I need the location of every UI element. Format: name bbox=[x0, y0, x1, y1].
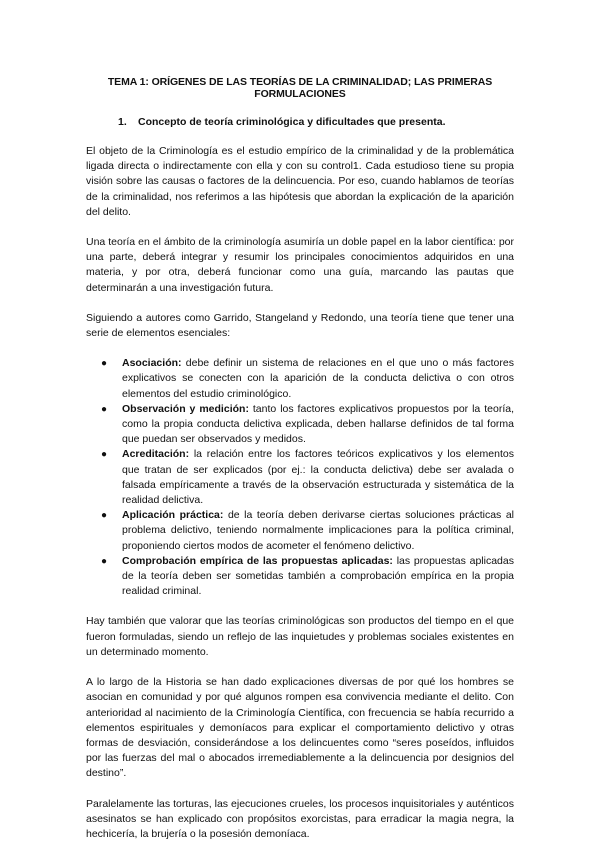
paragraph-essential-elements: Siguiendo a autores como Garrido, Stangeland y Redondo, una teoría tiene que tener una serie de elementos esenciales: bbox=[86, 311, 514, 340]
bullet-icon: ● bbox=[101, 358, 108, 370]
bullet-icon: ● bbox=[101, 403, 108, 415]
list-item-text: de la teoría deben derivarse ciertas soluciones prácticas al problema delictivo, teniendo normalmente implicaciones para la política criminal, proponiendo ciertos modos de acometer el fenómeno delictivo. bbox=[122, 509, 514, 552]
list-item-term: Aplicación práctica: bbox=[122, 509, 224, 522]
paragraph-criminology-object: El objeto de la Criminología es el estudio empírico de la criminalidad y de la problemática ligada directa o indirectamente con ella y con su control1. Cada estudioso tiene su propia visión sobre las causas o factores de la delincuencia. Por eso, cuando hablamos de teorías de la criminalidad, nos referimos a las hipótesis que abordan la explicación de la aparición del delito. bbox=[86, 145, 514, 218]
list-item-term: Comprobación empírica de las propuestas aplicadas: bbox=[122, 554, 393, 567]
list-item-text: la relación entre los factores teóricos explicativos y los elementos que tratan de ser explicados (por ej.: la conducta delictiva) debe ser avalada o falsada empíricamente a través de la observación estructurada y sistemática de la realidad delictiva. bbox=[122, 448, 514, 507]
list-item-term: Acreditación: bbox=[122, 448, 190, 461]
list-item bbox=[86, 447, 514, 508]
list-item bbox=[86, 508, 514, 554]
list-item bbox=[86, 554, 514, 600]
list-item-text: debe definir un sistema de relaciones en el que uno o más factores explicativos se conecten con la aparición de la conducta delictiva o con otros elementos del estudio criminológico. bbox=[122, 357, 514, 400]
paragraph-tortures: Paralelamente las torturas, las ejecuciones crueles, los procesos inquisitoriales y auténticos asesinatos se han explicado con propósitos exorcistas, para erradicar la magia negra, la hechicería, la brujería o la posesión demoníaca. bbox=[86, 797, 514, 840]
list-item bbox=[86, 402, 514, 448]
list-item bbox=[86, 356, 514, 402]
list-item-text: las propuestas aplicadas de la teoría deben ser sometidas también a comprobación empírica en la propia realidad criminal. bbox=[122, 554, 514, 598]
paragraph-theories-time: Hay también que valorar que las teorías criminológicas son productos del tiempo en el que fueron formuladas, siendo un reflejo de las inquietudes y problemas sociales existentes en un determinado momento. bbox=[86, 615, 514, 658]
paragraph-theory-role: Una teoría en el ámbito de la criminología asumiría un doble papel en la labor científica: por una parte, deberá integrar y resumir los principales conocimientos adquiridos en una materia, y por otra, deberá funcionar como una guía, marcando las pautas que determinarán a una investigación futura. bbox=[86, 236, 514, 294]
list-item-term: Observación y medición: bbox=[122, 402, 249, 415]
document-title: TEMA 1: ORÍGENES DE LAS TEORÍAS DE LA CRIMINALIDAD; LAS PRIMERAS FORMULACIONES bbox=[107, 76, 493, 100]
section-heading-text: Concepto de teoría criminológica y dificultades que presenta. bbox=[138, 116, 446, 128]
paragraph-history: A lo largo de la Historia se han dado explicaciones diversas de por qué los hombres se asocian en comunidad y por qué algunos rompen esa convivencia mediante el delito. Con anterioridad al nacimiento de la Criminología Científica, con frecuencia se había recurrido a elementos espirituales y demoníacos para explicar el comportamiento delictivo y otras formas de desviación, considerándose a los delincuentes como “seres poseídos, influidos por las fuerzas del mal o abocados irremediablemente a la delincuencia por designios del destino”. bbox=[86, 676, 514, 780]
list-item-term: Asociación: bbox=[122, 357, 182, 370]
elements-list bbox=[86, 356, 514, 599]
bullet-icon: ● bbox=[101, 449, 108, 461]
list-item-text: tanto los factores explicativos propuestos por la teoría, como la propia conducta delictiva explicada, deben hallarse definidos de tal forma que puedan ser observados y medidos. bbox=[122, 402, 514, 446]
section-heading bbox=[118, 116, 514, 128]
bullet-icon: ● bbox=[101, 555, 108, 567]
section-number: 1. bbox=[118, 116, 127, 128]
bullet-icon: ● bbox=[101, 510, 108, 522]
